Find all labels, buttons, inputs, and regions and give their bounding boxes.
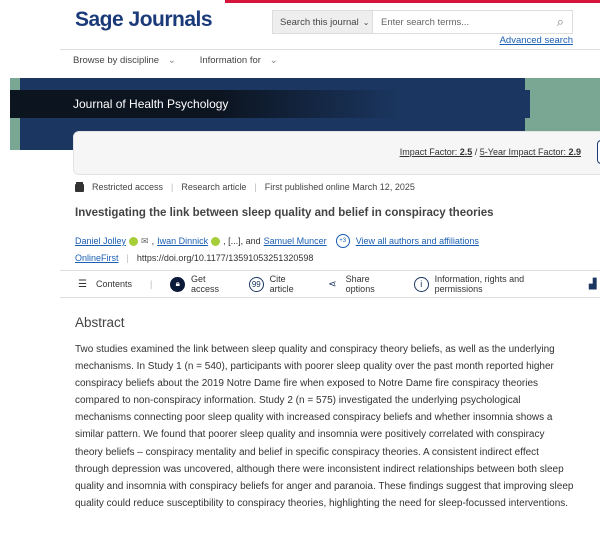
cite-article-button[interactable]: [249, 274, 311, 294]
view-all-authors-link[interactable]: View all authors and affiliations: [355, 236, 479, 246]
author-link[interactable]: Iwan Dinnick: [157, 236, 209, 246]
author-link[interactable]: Daniel Jolley: [75, 236, 127, 246]
search-scope-label: Search this journal: [280, 16, 359, 28]
search-icon[interactable]: ⌕: [556, 14, 564, 29]
impact-factor[interactable]: Impact Factor: 2.5 / 5-Year Impact Factor: 2.9: [399, 147, 581, 157]
chevron-down-icon: ⌄: [362, 17, 370, 27]
info-icon: i: [414, 277, 429, 292]
orcid-icon[interactable]: [211, 237, 220, 246]
author-ellipsis: , [...], and: [223, 236, 261, 246]
abstract-text: Two studies examined the link between sleep quality and conspiracy theory beliefs, as well as the underlying mechanisms. In Study 1 (n = 540), participants with poorer sleep quality over the past month reported higher conspiracy beliefs about the 2019 Notre Dame fire when exposed to Notre Dame fire conspiracy theories compared to non-conspiracy information. Study 2 (n = 575) investigated the underlying psychological mechanisms connecting poor sleep quality with increased conspiracy beliefs and whether insomnia shows a similar pattern. We found that poorer sleep quality and insomnia were positively correlated with conspiracy theory beliefs – conspiracy mentality and belief in specific conspiracy theories. A consistent indirect effect through depression was uncovered, although there were inconsistent indirect relationships between both sleep quality and insomnia with conspiracy beliefs for anger and paranoia. These findings suggest that improving sleep quality could reduce susceptibility to conspiracy theories, highlighting the need for sleep-focussed interventions.: [75, 344, 574, 509]
quote-icon: 99: [249, 277, 264, 292]
orcid-icon[interactable]: [129, 237, 138, 246]
share-options-button[interactable]: [325, 274, 400, 294]
chevron-down-icon: ⌄: [269, 55, 278, 66]
divider: [60, 49, 600, 50]
online-first-link[interactable]: OnlineFirst: [75, 253, 119, 263]
publish-date: First published online March 12, 2025: [264, 182, 415, 192]
mail-icon[interactable]: ✉: [141, 235, 149, 246]
chevron-down-icon: ⌄: [167, 55, 176, 66]
search-placeholder: Enter search terms...: [381, 16, 470, 28]
nav-label: Browse by discipline: [73, 55, 160, 66]
advanced-search-link[interactable]: Advanced search: [499, 35, 573, 46]
contents-button[interactable]: [75, 277, 132, 292]
article-toolbar: ☰ Contents | 🔒︎ Get access 99 Cite article ⋖ Share options i Information, rights and permissions ▟: [75, 275, 600, 293]
share-label: Share options: [345, 274, 375, 294]
information-button[interactable]: [414, 274, 571, 294]
nav-information-for[interactable]: [200, 55, 278, 66]
get-access-button[interactable]: [170, 274, 235, 294]
main-nav: [73, 55, 278, 66]
author-list: Daniel Jolley ✉ , Iwan Dinnick , [...], and Samuel Muncer +3 View all authors and affiliations: [75, 235, 479, 246]
search-bar: [272, 10, 573, 34]
abstract-heading: Abstract: [75, 315, 125, 330]
impact-value: 2.5: [459, 147, 473, 157]
nav-browse-by-discipline[interactable]: [73, 55, 176, 66]
info-label: Information, rights and permissions: [434, 274, 525, 294]
divider: [60, 270, 600, 271]
article-title: Investigating the link between sleep quality and belief in conspiracy theories: [75, 207, 494, 219]
top-accent-bar: [225, 0, 600, 3]
share-icon: ⋖: [328, 278, 337, 290]
menu-icon: ☰: [78, 278, 87, 290]
access-status: Restricted access: [92, 182, 164, 192]
nav-label: Information for: [199, 55, 261, 66]
impact-label: Impact Factor:: [399, 147, 460, 157]
metrics-icon[interactable]: ▟: [588, 278, 597, 290]
get-access-label: Get access: [191, 274, 220, 294]
search-scope-dropdown[interactable]: [273, 11, 373, 33]
lock-icon: 🔒︎: [170, 277, 185, 292]
article-type: Research article: [181, 182, 247, 192]
five-year-value: 2.9: [568, 147, 581, 157]
more-authors-icon[interactable]: +3: [336, 234, 350, 248]
sage-journals-logo[interactable]: Sage Journals: [75, 8, 213, 31]
search-input[interactable]: [373, 11, 572, 33]
doi[interactable]: https://doi.org/10.1177/13591053251320598: [136, 253, 314, 263]
divider: [60, 297, 600, 298]
lock-icon: [75, 184, 84, 192]
author-link[interactable]: Samuel Muncer: [263, 236, 327, 246]
contents-label: Contents: [96, 279, 133, 289]
cite-label: Cite article: [269, 274, 294, 294]
journal-title[interactable]: Journal of Health Psychology: [73, 97, 229, 111]
article-meta: Restricted access | Research article | First published online March 12, 2025: [75, 182, 415, 192]
doi-row: OnlineFirst | https://doi.org/10.1177/13591053251320598: [75, 253, 314, 263]
five-year-label: 5-Year Impact Factor:: [479, 147, 569, 157]
